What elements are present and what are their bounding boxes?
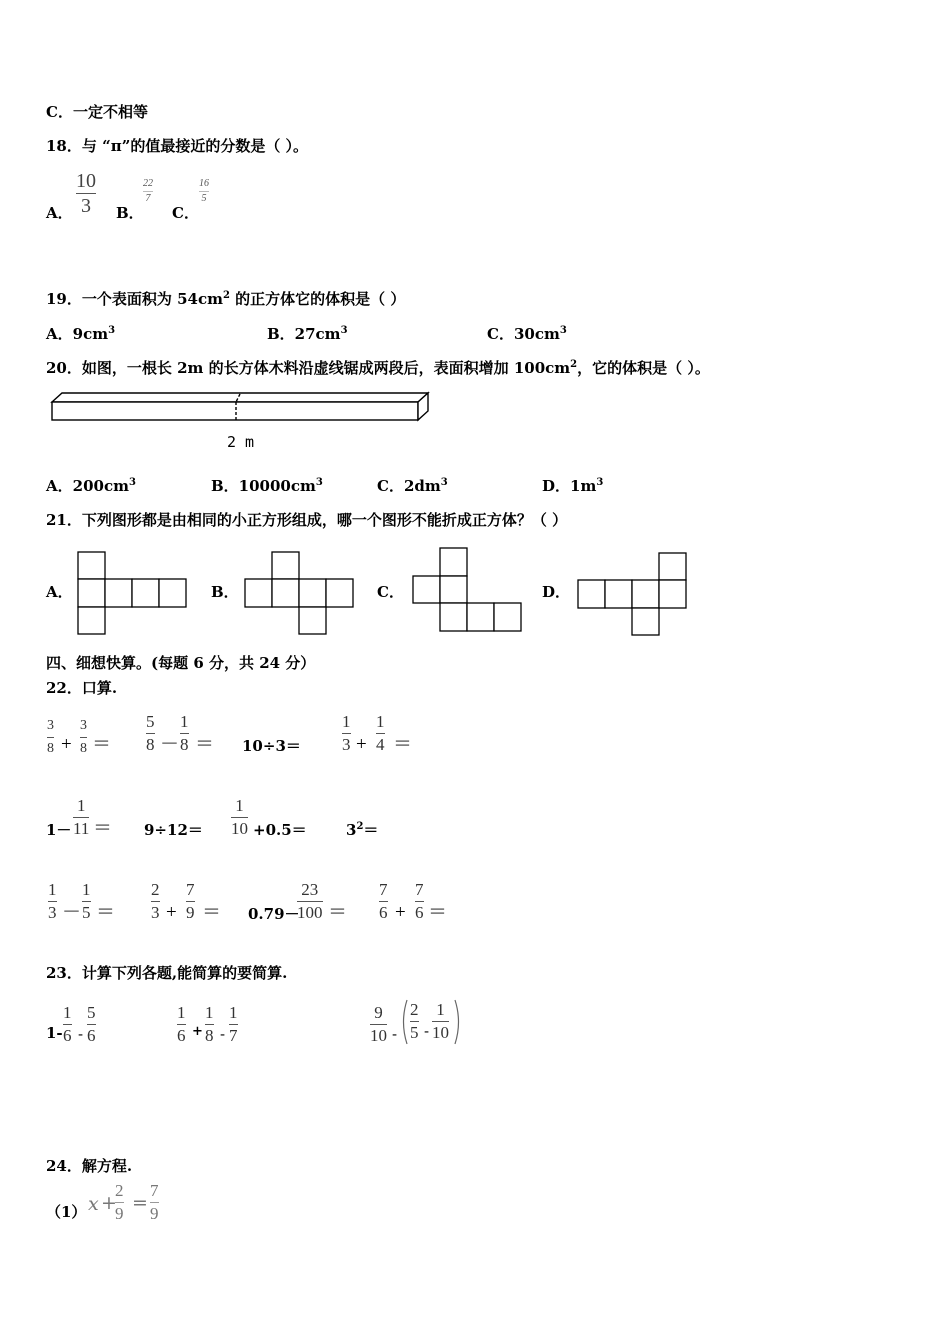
q23-e3-right-paren [453,998,463,1046]
q22-r1-d-eq: ＝ [393,734,413,755]
q22-r3-c-prefix: 0.79－ [248,905,300,923]
q19-option-c: C．$30cm^3$ [487,325,567,343]
q20-option-b: B．$10000cm^3$ [211,477,323,495]
q22-r3-a-frac1: 1 3 [48,880,57,922]
q20-option-c: C．$2dm^3$ [377,477,448,495]
q21-label-b: B． [211,583,239,601]
q23-stem: 23．计算下列各题,能简算的要简算. [46,964,288,982]
q21-label-a: A． [46,583,73,601]
q18-stem: 18．与 “π”的值最接近的分数是（ ）。 [46,137,309,155]
q23-e3-frac1: 9 10 [370,1003,387,1045]
q22-r1-a-plus: + [61,734,72,755]
q24-part1-rhs-frac: 7 9 [150,1181,159,1223]
q22-r1-d-frac2: 1 4 [376,712,385,754]
q22-r3-b-frac2: 7 9 [186,880,195,922]
q22-r3-a-frac2: 1 5 [82,880,91,922]
q22-r2-d: $3^2=$ [346,821,379,839]
q23-e2-frac2: 1 8 [205,1003,214,1045]
section-4-title: 四、细想快算。(每题 6 分，共 24 分） [46,654,316,672]
q20-option-d: D．$1m^3$ [542,477,604,495]
q23-e2-minus: - [220,1025,226,1043]
q21-net-b [244,551,356,637]
q23-e1-minus: - [78,1025,84,1043]
q23-e3-inner-minus: - [424,1022,430,1040]
q23-e1-frac1: 1 6 [63,1003,72,1045]
q23-e2-frac1: 1 6 [177,1003,186,1045]
q22-r2-a-eq: ＝ [93,818,113,839]
q19-option-a: A．$9cm^3$ [46,325,116,343]
q21-net-c [412,547,524,633]
q22-r2-c-tail: +0.5＝ [253,821,307,839]
q23-e3-frac3: 1 10 [432,1000,449,1042]
q22-r3-d-frac1: 7 6 [379,880,388,922]
q22-r3-a-minus: － [62,902,82,923]
q24-part1-eq: = [132,1192,148,1214]
q22-r2-b: 9÷12＝ [144,821,203,839]
q23-e2-plus: + [192,1024,203,1039]
q22-r3-b-eq: ＝ [202,902,222,923]
q18-label-a: A． [46,204,73,222]
q22-r3-c-frac: 23 100 [297,880,323,922]
q18-option-b-fraction: 22 7 [143,178,153,204]
q18-option-c-fraction: 16 5 [199,178,209,204]
q22-r2-a-frac: 1 11 [73,796,90,838]
q21-stem: 21．下列图形都是由相同的小正方形组成，哪一个图形不能折成正方体？（ ） [46,511,568,529]
q20-option-a: A．$200cm^3$ [46,477,136,495]
q17-option-c: C．一定不相等 [46,103,148,121]
q22-r1-b-frac1: 5 8 [146,712,155,754]
q23-e3-left-paren [399,998,409,1046]
q20-length-label: 2 m [227,433,255,451]
q22-r1-a-frac1: 3 8 [47,718,54,756]
q23-e2-frac3: 1 7 [229,1003,238,1045]
q22-r1-a-frac2: 3 8 [80,718,87,756]
q24-part1-plus: + [101,1192,117,1214]
q22-r2-a-prefix: 1－ [46,821,72,839]
q24-part1-frac: 2 9 [115,1181,124,1223]
q22-stem: 22．口算. [46,679,118,697]
q22-r1-a-eq: ＝ [92,734,112,755]
q24-part1-label: （1） [46,1203,87,1221]
q21-net-a [77,551,189,637]
q20-stem: 20．如图，一根长 2m 的长方体木料沿虚线锯成两段后，表面积增加 $100cm^2$，它的体积是（ ）。 [46,359,710,377]
q22-r3-b-frac1: 2 3 [151,880,160,922]
q22-r3-c-eq: ＝ [328,902,348,923]
q22-r3-d-plus: + [395,902,406,923]
q23-e3-minus: - [392,1025,398,1043]
q22-r3-b-plus: + [166,902,177,923]
q19-option-b: B．$27cm^3$ [267,325,348,343]
q18-label-c: C． [172,204,199,222]
q23-e1-frac2: 5 6 [87,1003,96,1045]
q21-label-d: D． [542,583,571,601]
q22-r1-d-frac1: 1 3 [342,712,351,754]
q22-r1-b-eq: ＝ [195,734,215,755]
q18-option-a-fraction: 10 3 [76,170,96,217]
q23-e3-frac2: 2 5 [410,1000,419,1042]
q22-r1-c: 10÷3＝ [242,737,301,755]
q22-r1-b-minus: － [160,734,180,755]
q18-label-b: B． [116,204,144,222]
q24-part1-x: x [88,1193,99,1215]
q19-stem: 19．一个表面积为 $54cm^2$ 的正方体它的体积是（ ） [46,290,406,308]
q22-r3-d-frac2: 7 6 [415,880,424,922]
q23-e1-prefix: 1- [46,1024,63,1042]
q24-stem: 24．解方程. [46,1157,133,1175]
q22-r3-a-eq: ＝ [96,902,116,923]
q21-label-c: C． [377,583,404,601]
q20-beam-figure [48,390,438,430]
q22-r1-b-frac2: 1 8 [180,712,189,754]
q21-net-d [577,552,689,638]
q22-r1-d-plus: + [356,734,367,755]
q22-r2-c-frac: 1 10 [231,796,248,838]
q22-r3-d-eq: ＝ [428,902,448,923]
